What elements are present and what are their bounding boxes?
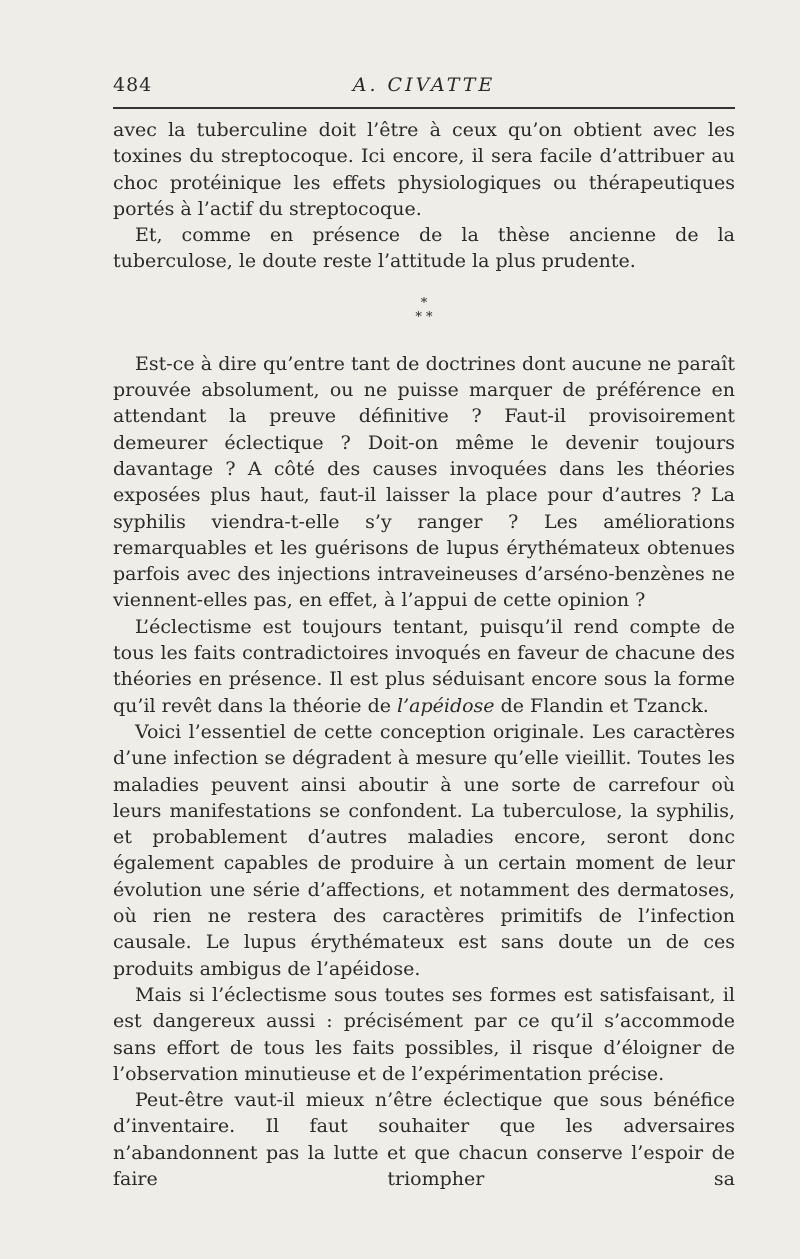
header-rule <box>113 107 735 109</box>
paragraph-3: Est-ce à dire qu’entre tant de doctrines dont aucune ne paraît prouvée absolument, ou ne puisse marquer de préférence en attendant la preuve définitive ? Faut-il provisoirement demeurer éclectique ? Doit-on même le devenir toujours davantage ? A côté des causes invoquées dans les théories exposées plus haut, faut-il laisser la place pour d’autres ? La syphilis viendra-t-elle s’y ranger ? Les améliorations remarquables et les guérisons de lupus érythémateux obtenues parfois avec des injections intraveineuses d’arséno-benzènes ne viennent-elles pas, en effet, à l’appui de cette opinion ? <box>113 352 735 612</box>
paragraph-6: Mais si l’éclectisme sous toutes ses formes est satisfaisant, il est dangereux aussi : précisément par ce qu’il s’accommode sans effort de tous les faits possibles, il risque d’éloigner de l’observation minutieuse et de l’expérimentation précise. <box>113 983 735 1085</box>
paragraph-7: Peut-être vaut-il mieux n’être éclectique que sous bénéfice d’inventaire. Il faut souhaiter que les adversaires n’abandonnent pas la lutte et que chacun conserve l’espoir de faire triompher sa <box>113 1089 735 1190</box>
section-ornament <box>113 297 735 325</box>
page-header <box>113 74 735 100</box>
paragraph-4-end: de Flandin et Tzanck. <box>494 694 709 717</box>
running-head: A. CIVATTE <box>352 74 496 96</box>
paragraph-2: Et, comme en présence de la thèse ancienne de la tuberculose, le doute reste l’attitude la plus prudente. <box>113 224 735 273</box>
page-number: 484 <box>113 74 153 96</box>
ornament-bottom: * * <box>415 309 433 325</box>
paragraph-4 <box>113 614 735 719</box>
ornament-top: * <box>420 295 428 311</box>
body-text <box>113 117 735 1192</box>
paragraph-4-start: L’éclectisme est toujours tentant, puisqu’il rend compte de tous les faits contradictoires invoqués en faveur de chacune des théories en présence. Il est plus séduisant encore sous la forme qu’il revêt dans la théorie de <box>113 615 735 717</box>
paragraph-5: Voici l’essentiel de cette conception originale. Les caractères d’une infection se dégradent à mesure qu’elle vieillit. Toutes les maladies peuvent ainsi aboutir à une sorte de carrefour où leurs manifestations se confondent. La tuberculose, la syphilis, et probablement d’autres maladies encore, seront donc également capables de produire à un certain moment de leur évolution une série d’affections, et notamment des dermatoses, où rien ne restera des caractères primitifs de l’infection causale. Le lupus érythémateux est sans doute un de ces produits ambigus de l’apéidose. <box>113 720 735 980</box>
term-apeidose: l’apéidose <box>397 694 495 717</box>
paragraph-1: avec la tuberculine doit l’être à ceux qu’on obtient avec les toxines du streptocoque. Ici encore, il sera facile d’attribuer au choc protéinique les effets physiologiques ou thérapeutiques portés à l’actif du streptocoque. <box>113 119 735 220</box>
